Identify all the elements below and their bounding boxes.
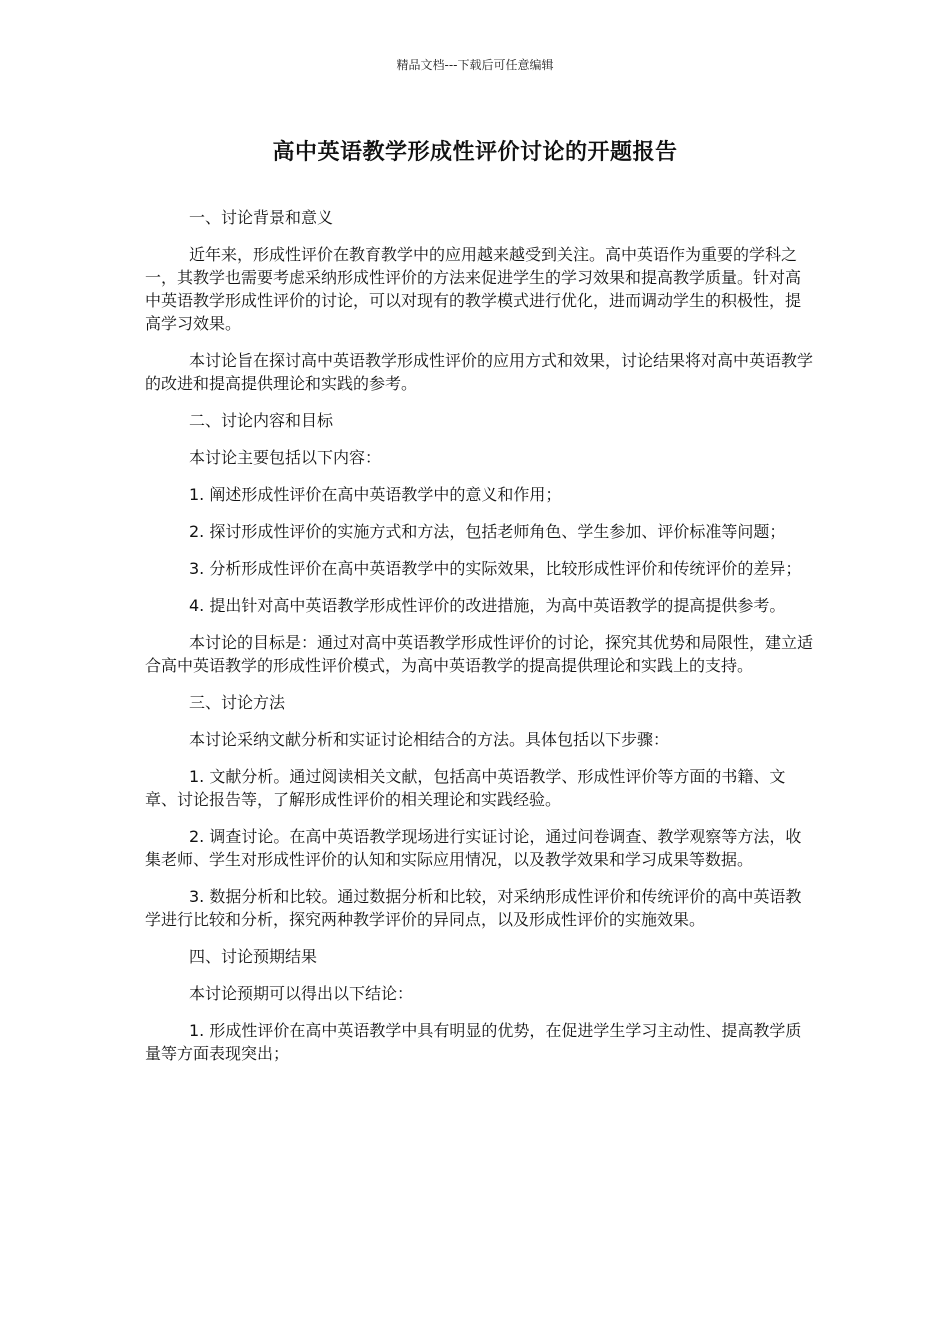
paragraph-content-intro: 本讨论主要包括以下内容： (189, 448, 382, 467)
page-header: 精品文档---下载后可任意编辑 (396, 58, 554, 72)
paragraph-purpose: 本讨论旨在探讨高中英语教学形成性评价的应用方式和效果，讨论结果将对高中英语教学的改进和提高提供理论和实践的参考。 (145, 351, 814, 393)
paragraph-background: 近年来，形成性评价在教育教学中的应用越来越受到关注。高中英语作为重要的学科之一，其教学也需要考虑采纳形成性评价的方法来促进学生的学习效果和提高教学质量。针对高中英语教学形成性评价的讨论，可以对现有的教学模式进行优化，进而调动学生的积极性，提高学习效果。 (145, 245, 802, 333)
section-heading-background: 一、讨论背景和意义 (189, 208, 334, 227)
list-item-method-2: 2. 调查讨论。在高中英语教学现场进行实证讨论，通过问卷调查、教学观察等方法，收集老师、学生对形成性评价的认知和实际应用情况，以及教学效果和学习成果等数据。 (145, 827, 802, 869)
list-item-content-3: 3. 分析形成性评价在高中英语教学中的实际效果，比较形成性评价和传统评价的差异； (189, 559, 802, 578)
document-body (145, 206, 813, 1079)
list-item-result-1: 1. 形成性评价在高中英语教学中具有明显的优势，在促进学生学习主动性、提高教学质量等方面表现突出； (145, 1021, 802, 1063)
section-heading-methods: 三、讨论方法 (189, 693, 286, 712)
list-item-method-3: 3. 数据分析和比较。通过数据分析和比较，对采纳形成性评价和传统评价的高中英语教学进行比较和分析，探究两种教学评价的异同点，以及形成性评价的实施效果。 (145, 887, 802, 929)
list-item-method-1: 1. 文献分析。通过阅读相关文献，包括高中英语教学、形成性评价等方面的书籍、文章、讨论报告等，了解形成性评价的相关理论和实践经验。 (145, 767, 786, 809)
paragraph-results-intro: 本讨论预期可以得出以下结论： (189, 984, 414, 1003)
paragraph-goals: 本讨论的目标是：通过对高中英语教学形成性评价的讨论，探究其优势和局限性，建立适合高中英语教学的形成性评价模式，为高中英语教学的提高提供理论和实践上的支持。 (145, 633, 814, 675)
paragraph-methods-intro: 本讨论采纳文献分析和实证讨论相结合的方法。具体包括以下步骤： (189, 730, 670, 749)
section-heading-content: 二、讨论内容和目标 (189, 411, 334, 430)
document-title: 高中英语教学形成性评价讨论的开题报告 (272, 140, 678, 165)
list-item-content-2: 2. 探讨形成性评价的实施方式和方法，包括老师角色、学生参加、评价标准等问题； (189, 522, 786, 541)
section-heading-results: 四、讨论预期结果 (189, 947, 318, 966)
list-item-content-1: 1. 阐述形成性评价在高中英语教学中的意义和作用； (189, 485, 562, 504)
list-item-content-4: 4. 提出针对高中英语教学形成性评价的改进措施，为高中英语教学的提高提供参考。 (189, 596, 786, 615)
